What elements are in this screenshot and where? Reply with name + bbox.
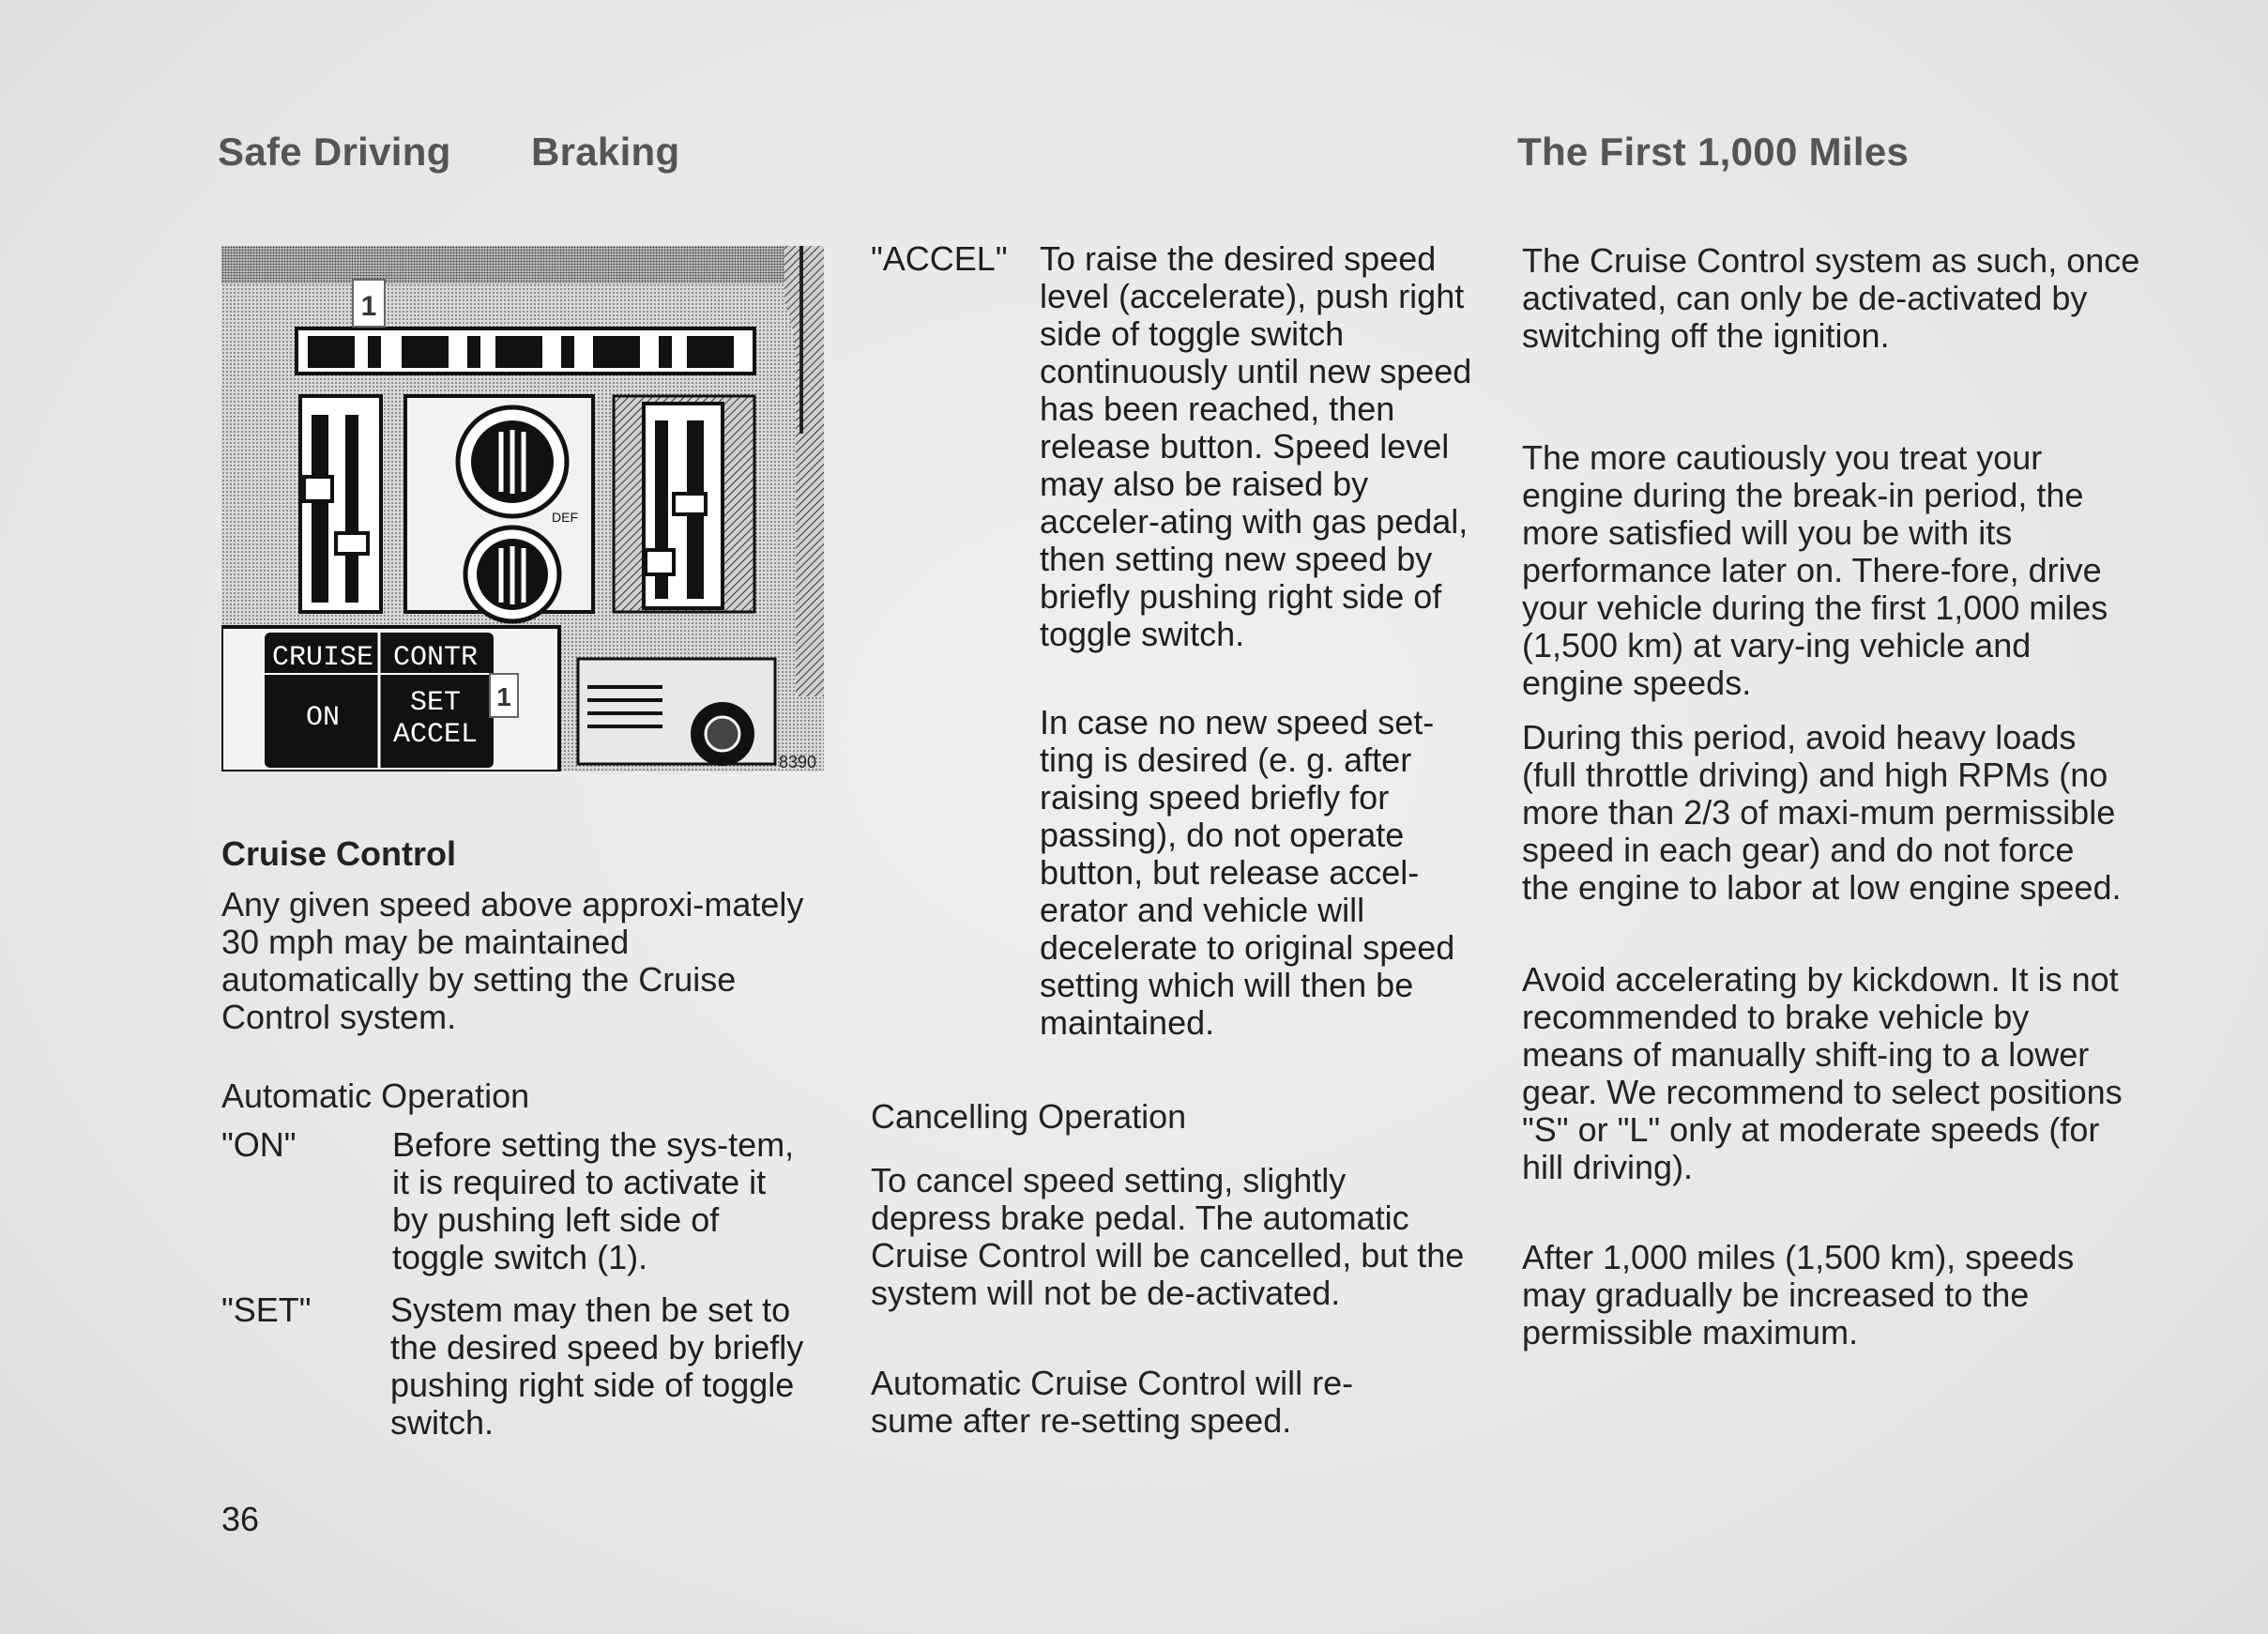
left-slider-knob (304, 477, 332, 501)
header-safe-driving: Safe Driving (218, 130, 451, 174)
set-term: "SET" (221, 1290, 312, 1329)
switch-cruise-label: CRUISE (271, 642, 374, 674)
right-paragraph-5: After 1,000 miles (1,500 km), speeds may gradually be increased to the permissible maximum. (1522, 1238, 2075, 1351)
cruise-control-intro: Any given speed above approxi-mately 30 mph may be maintained automatically by setting the Cruise Control system. (221, 885, 804, 1036)
right-paragraph-1: The Cruise Control system as such, once activated, can only be de-activated by switching off the ignition. (1522, 241, 2140, 355)
cancel-paragraph-1: To cancel speed setting, slightly depress brake pedal. The automatic Cruise Control will be cancelled, but the system will not be de-activated. (871, 1161, 1465, 1312)
figure-number: 8390 (778, 753, 816, 771)
switch-set-label: SET (409, 687, 462, 719)
cancel-paragraph-2: Automatic Cruise Control will re-sume after re-setting speed. (871, 1364, 1354, 1440)
cancelling-operation-heading: Cancelling Operation (871, 1097, 1187, 1136)
accel-note: In case no new speed set-ting is desired (e. g. after raising speed briefly for passing), do not operate button, but release accel-erator and vehicle will decelerate to original speed setting which will then be maintained. (1040, 703, 1455, 1042)
right-slider-knob (336, 533, 368, 554)
accel-description: To raise the desired speed level (accelerate), push right side of toggle switch continuously until new speed has been reached, then release button. Speed level may also be raised by acceler-ating with gas pedal, then setting new speed by briefly pushing right side of toggle switch. (1040, 239, 1472, 653)
automatic-operation-heading: Automatic Operation (221, 1077, 530, 1115)
cruise-control-title: Cruise Control (221, 834, 457, 873)
accel-term: "ACCEL" (871, 239, 1008, 278)
callout-top-label: 1 (360, 291, 377, 322)
right-paragraph-4: Avoid accelerating by kickdown. It is not recommended to brake vehicle by means of manually shift-ing to a lower gear. We recommend to select positions "S" or "L" only at moderate speeds (for hill driving). (1522, 960, 2123, 1186)
cruise-control-illustration (221, 246, 824, 771)
right-paragraph-2: The more cautiously you treat your engine during the break-in period, the more satisfied will you be with its performance later on. There-fore, drive your vehicle during the first 1,000 miles (1,500 km) at vary-ing vehicle and engine speeds. (1522, 438, 2108, 702)
switch-accel-label: ACCEL (392, 719, 479, 751)
header-first-1000-miles: The First 1,000 Miles (1517, 130, 1910, 174)
switch-contr-label: CONTR (392, 642, 479, 674)
on-description: Before setting the sys-tem, it is required to activate it by pushing left side of toggle switch (1). (392, 1125, 795, 1276)
set-description: System may then be set to the desired speed by briefly pushing right side of toggle switch. (390, 1290, 804, 1442)
on-term: "ON" (221, 1125, 297, 1164)
page-number: 36 (221, 1500, 260, 1538)
callout-side-label: 1 (496, 682, 511, 711)
header-braking: Braking (531, 130, 680, 174)
right-paragraph-3: During this period, avoid heavy loads (full throttle driving) and high RPMs (no more than 2/3 of maxi-mum permissible speed in each gear) and do not force the engine to labor at low engine speed. (1522, 718, 2122, 907)
switch-on-label: ON (305, 702, 341, 734)
dial-def-label: DEF (552, 510, 578, 525)
